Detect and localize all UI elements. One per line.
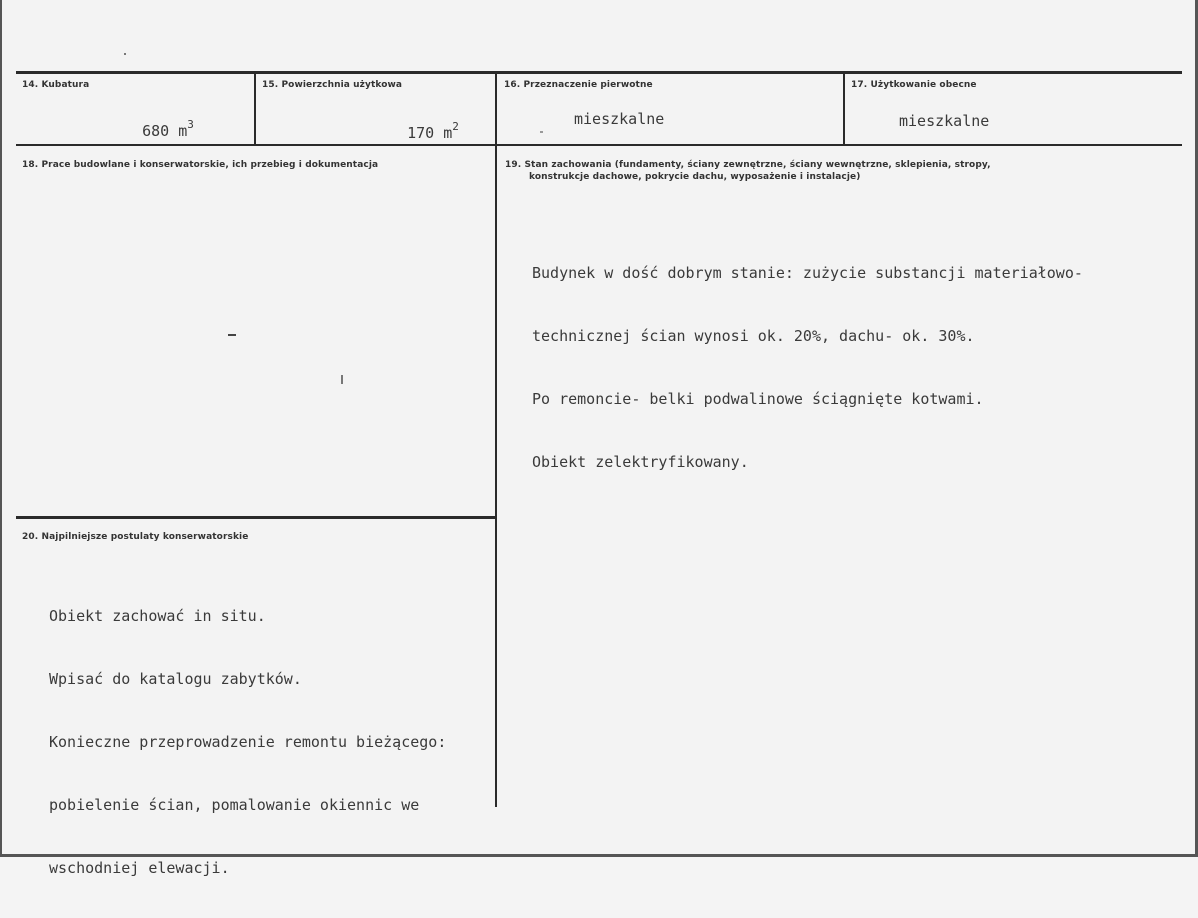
postulaty-line: Wpisać do katalogu zabytków.: [49, 670, 302, 688]
stan-line: technicznej ścian wynosi ok. 20%, dachu- ok. 30%.: [532, 327, 975, 345]
postulaty-text: [49, 567, 446, 918]
kubatura-exponent: 3: [187, 118, 194, 131]
postulaty-line: pobielenie ścian, pomalowanie okiennic we: [49, 796, 420, 814]
stan-line: Obiekt zelektryfikowany.: [532, 453, 749, 471]
postulaty-label: 20. Najpilniejsze postulaty konserwatorskie: [22, 532, 249, 542]
divider-16-17: [843, 72, 845, 145]
przeznaczenie-value: mieszkalne: [574, 110, 665, 128]
uzytkowanie-value: mieszkalne: [899, 112, 990, 130]
stan-line: Po remoncie- belki podwalinowe ściągnięte kotwami.: [532, 390, 984, 408]
stan-line: Budynek w dość dobrym stanie: zużycie substancji materiałowo-: [532, 264, 1083, 282]
prace-label: 18. Prace budowlane i konserwatorskie, ich przebieg i dokumentacja: [22, 160, 379, 170]
uzytkowanie-label: 17. Użytkowanie obecne: [851, 80, 977, 90]
ink-speck: [341, 375, 343, 384]
stan-text: [532, 224, 1083, 512]
stan-label-line1: 19. Stan zachowania (fundamenty, ściany zewnętrzne, ściany wewnętrzne, sklepienia, stropy,: [505, 160, 991, 170]
ink-speck: [540, 131, 543, 133]
powierzchnia-number: 170 m: [407, 124, 453, 142]
przeznaczenie-label: 16. Przeznaczenie pierwotne: [504, 80, 653, 90]
kubatura-number: 680 m: [142, 122, 188, 140]
powierzchnia-exponent: 2: [452, 120, 459, 133]
ink-speck: [228, 334, 236, 336]
divider-main: [495, 72, 497, 807]
powierzchnia-value: [371, 106, 459, 160]
divider-14-15: [254, 72, 256, 145]
powierzchnia-label: 15. Powierzchnia użytkowa: [262, 80, 403, 90]
ink-speck: [124, 53, 126, 55]
postulaty-line: Konieczne przeprowadzenie remontu bieżącego:: [49, 733, 447, 751]
kubatura-value: [106, 104, 194, 158]
postulaty-line: wschodniej elewacji.: [49, 859, 230, 877]
top-rule: [16, 71, 1182, 74]
kubatura-label: 14. Kubatura: [22, 80, 90, 90]
row2-bottom-rule: [16, 516, 497, 519]
postulaty-line: Obiekt zachować in situ.: [49, 607, 266, 625]
stan-label-line2: konstrukcje dachowe, pokrycie dachu, wyposażenie i instalacje): [529, 172, 861, 182]
